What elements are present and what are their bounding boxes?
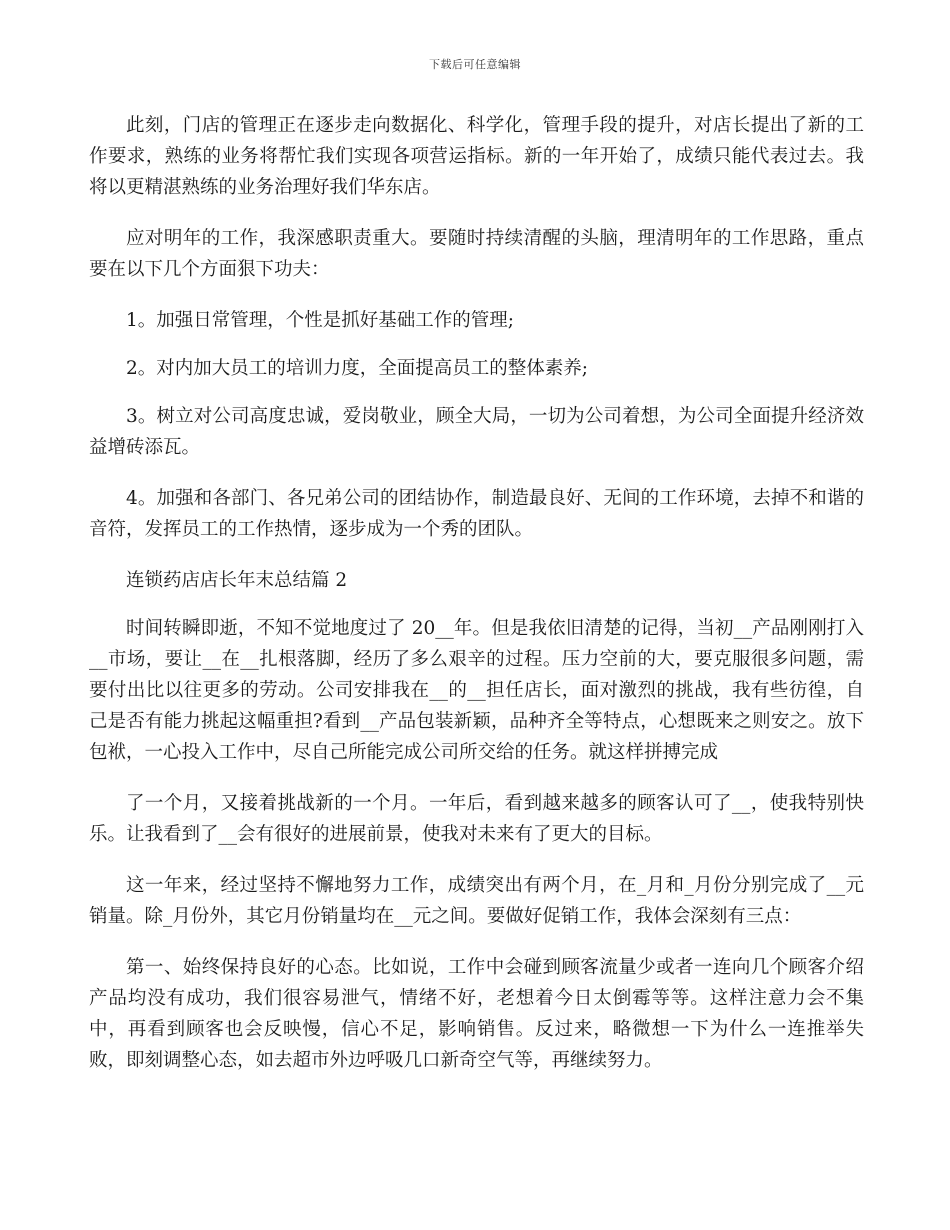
paragraph: 了一个月，又接着挑战新的一个月。一年后，看到越来越多的顾客认可了__，使我特别快乐。让我看到了__会有很好的进展前景，使我对未来有了更大的目标。 bbox=[89, 793, 864, 845]
document-body bbox=[89, 110, 864, 1096]
list-item: 2。对内加大员工的培训力度，全面提高员工的整体素养; bbox=[126, 358, 589, 379]
list-item: 3。树立对公司高度忠诚，爱岗敬业，顾全大局，一切为公司着想，为公司全面提升经济效益增砖添瓦。 bbox=[89, 406, 864, 458]
list-item: 1。加强日常管理，个性是抓好基础工作的管理; bbox=[126, 310, 515, 331]
paragraph: 这一年来，经过坚持不懈地努力工作，成绩突出有两个月，在_月和_月份分别完成了__元销量。除_月份外，其它月份销量均在__元之间。要做好促销工作，我体会深刻有三点： bbox=[89, 875, 864, 927]
paragraph: 第一、始终保持良好的心态。比如说，工作中会碰到顾客流量少或者一连向几个顾客介绍产品均没有成功，我们很容易泄气，情绪不好，老想着今日太倒霉等等。这样注意力会不集中，再看到顾客也会反映慢，信心不足，影响销售。反过来，略微想一下为什么一连推举失败，即刻调整心态，如去超市外边呼吸几口新奇空气等，再继续努力。 bbox=[89, 957, 864, 1071]
paragraph: 应对明年的工作，我深感职责重大。要随时持续清醒的头脑，理清明年的工作思路，重点要在以下几个方面狠下功夫： bbox=[89, 228, 864, 280]
section-title: 连锁药店店长年末总结篇 2 bbox=[126, 570, 348, 591]
page-header: 下载后可任意编辑 bbox=[429, 58, 521, 71]
paragraph: 时间转瞬即逝，不知不觉地度过了 20__年。但是我依旧清楚的记得，当初__产品刚刚打入__市场，要让__在__扎根落脚，经历了多么艰辛的过程。压力空前的大，要克服很多问题，需要付出比以往更多的劳动。公司安排我在__的__担任店长，面对激烈的挑战，我有些彷徨，自己是否有能力挑起这幅重担?看到__产品包装新颖，品种齐全等特点，心想既来之则安之。放下包袱，一心投入工作中，尽自己所能完成公司所交给的任务。就这样拼搏完成 bbox=[89, 618, 864, 763]
list-item: 4。加强和各部门、各兄弟公司的团结协作，制造最良好、无间的工作环境，去掉不和谐的音符，发挥员工的工作热情，逐步成为一个秀的团队。 bbox=[89, 488, 864, 540]
paragraph: 此刻，门店的管理正在逐步走向数据化、科学化，管理手段的提升，对店长提出了新的工作要求，熟练的业务将帮忙我们实现各项营运指标。新的一年开始了，成绩只能代表过去。我将以更精湛熟练的业务治理好我们华东店。 bbox=[89, 115, 864, 198]
